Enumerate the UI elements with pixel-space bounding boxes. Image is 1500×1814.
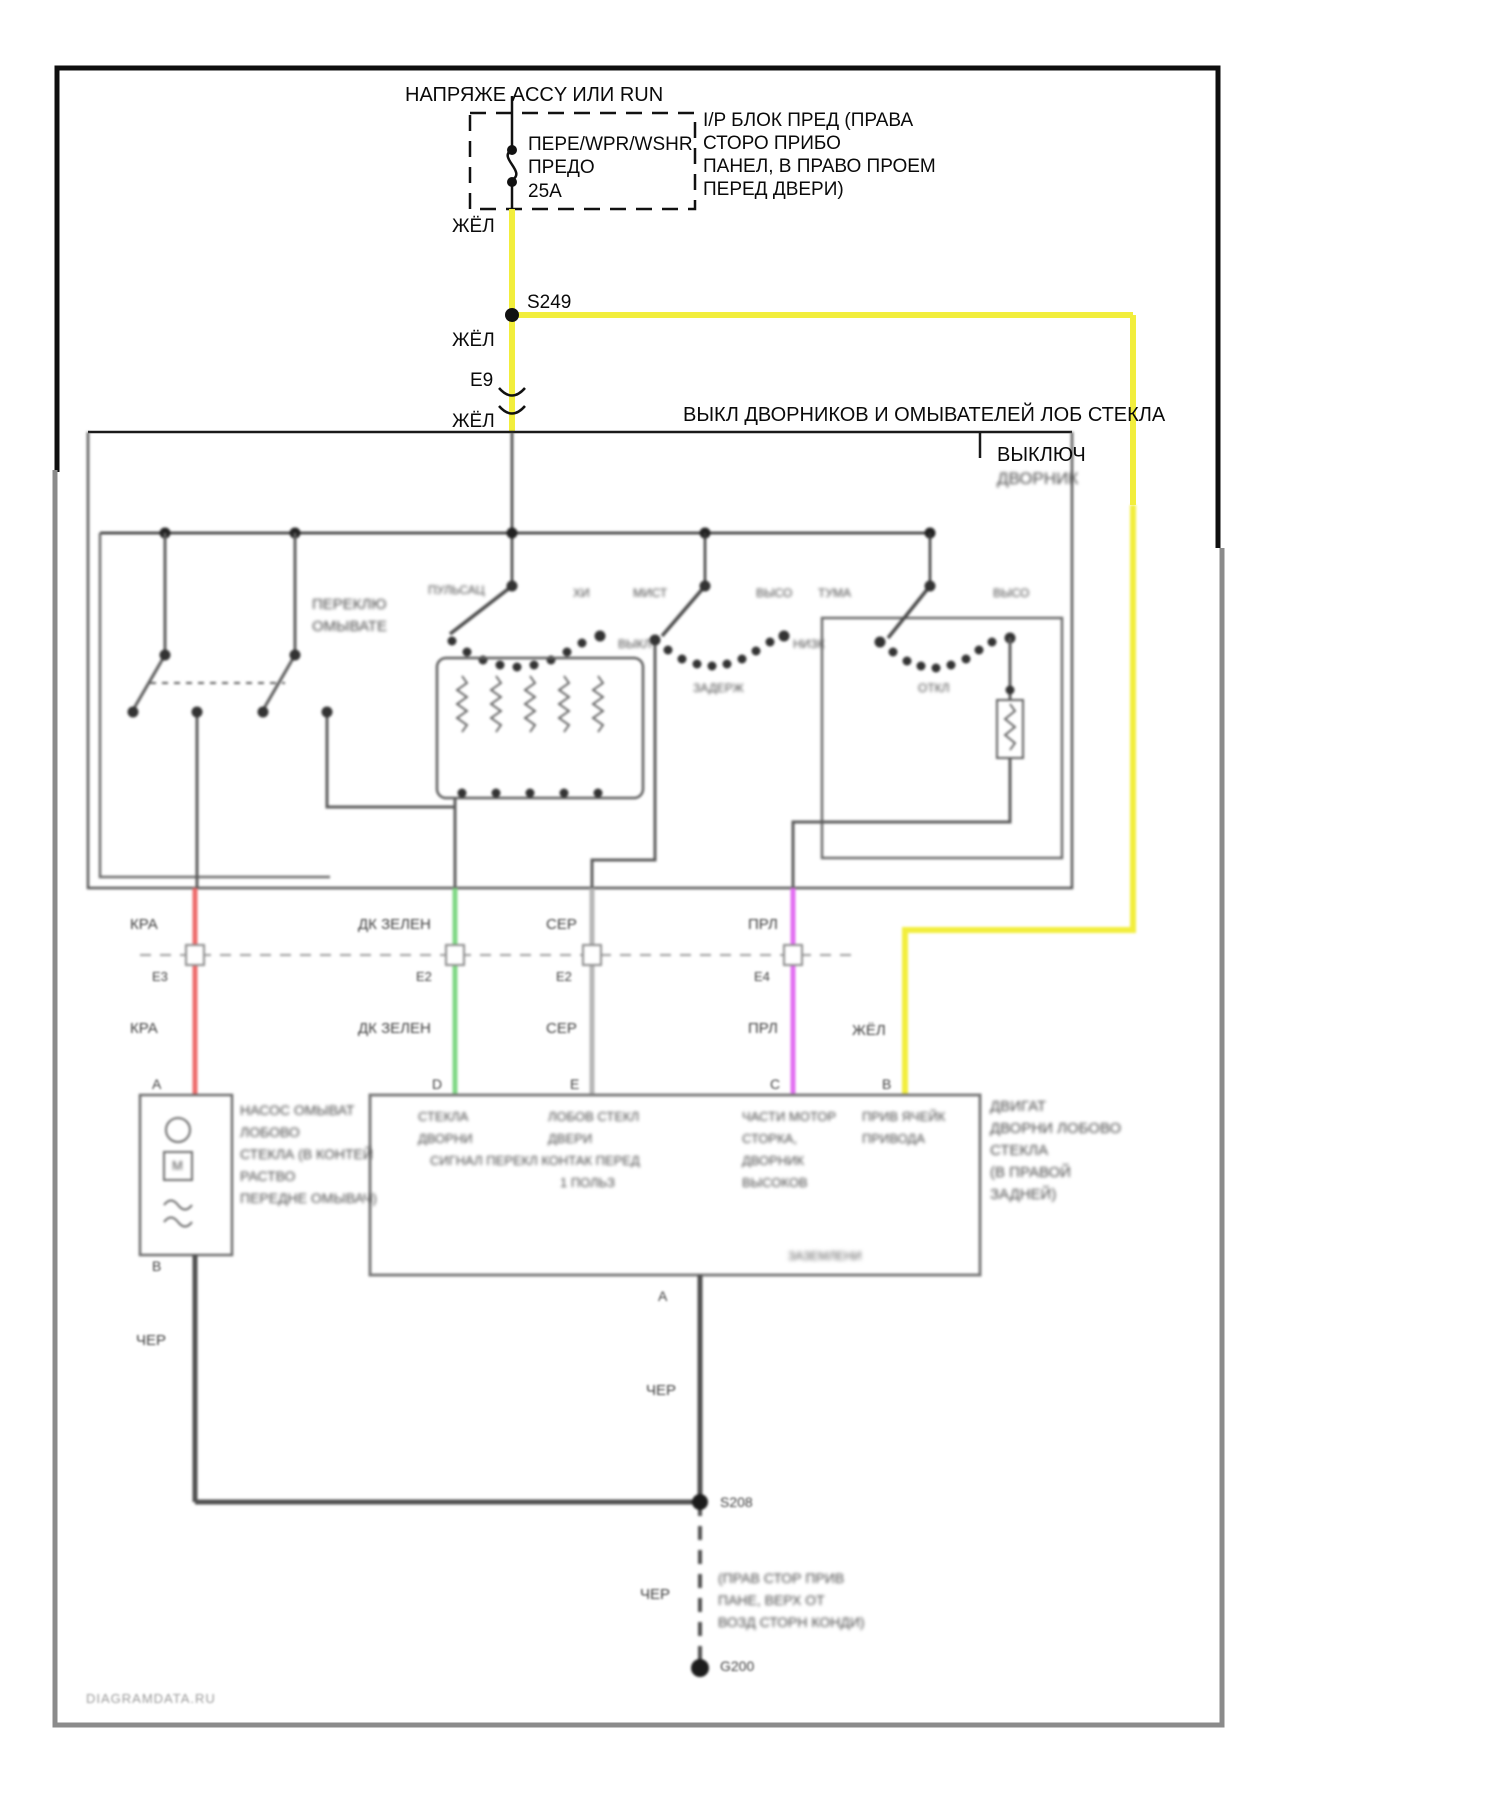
pos-delay1: ЗАДЕРЖ (693, 681, 744, 695)
pos-mist: МИСТ (633, 586, 668, 600)
motor-col3-line2: СТОРКА, (742, 1131, 797, 1146)
pump-label-line4: РАСТВО (240, 1168, 296, 1184)
pos-off2: ОТКЛ (918, 681, 950, 695)
ground-g200-label: G200 (720, 1658, 755, 1674)
fuse-block-line1: I/P БЛОК ПРЕД (ПРАВА (703, 110, 914, 131)
fuse-name-line2: ПРЕДО (528, 157, 595, 178)
wire-label-purple-1: ПРЛ (748, 916, 778, 933)
wire-label-red-1: КРА (130, 916, 158, 933)
wire-label-purple-2: ПРЛ (748, 1020, 778, 1037)
splice-s249-label: S249 (527, 292, 572, 313)
splice-s208-label: S208 (720, 1494, 753, 1510)
ground-g200-dot (691, 1659, 709, 1677)
wire-label-yellow-4: ЖЁЛ (852, 1022, 886, 1039)
motor-col4-line2: ПРИВОДА (862, 1131, 925, 1146)
washer-pump (140, 1095, 232, 1255)
washer-switch (133, 533, 455, 888)
splice-s208-dot (692, 1494, 708, 1510)
motor-col3-line4: ВЫСОКОВ (742, 1175, 808, 1190)
motor-side-line5: ЗАДНЕЙ) (990, 1186, 1057, 1203)
pump-label-line1: НАСОС ОМЫВАТ (240, 1102, 355, 1118)
fuse-terminal-bottom (507, 177, 517, 187)
pin-motor-d: D (432, 1076, 443, 1092)
pin-pump-bottom: B (152, 1258, 162, 1274)
motor-side-line2: ДВОРНИ ЛОБОВО (990, 1120, 1122, 1137)
pos-mist2: ТУМА (818, 586, 851, 600)
pos-pulse: ПУЛЬСАЦ (428, 583, 485, 597)
wiper-delay-switch (437, 581, 643, 889)
motor-side-line1: ДВИГАТ (990, 1098, 1047, 1115)
switch-name-line2: ДВОРНИК (997, 469, 1079, 488)
wire-label-green-1: ДК ЗЕЛЕН (358, 916, 431, 933)
fuse-terminal-top (507, 145, 517, 155)
pos-off1: ВЫКЛ (618, 637, 652, 651)
switch-box-outline (88, 432, 1072, 888)
connector-pin-gray: E2 (556, 969, 572, 984)
switch-name-line1: ВЫКЛЮЧ (997, 444, 1086, 466)
wire-label-red-2: КРА (130, 1020, 158, 1037)
pump-motor-letter: М (172, 1158, 183, 1173)
connector-e9-label: E9 (470, 370, 494, 391)
motor-side-line3: СТЕКЛА (990, 1142, 1049, 1159)
fuse-name-line1: ПЕРЕ/WPR/WSHR (528, 134, 693, 155)
motor-col3-line3: ДВОРНИК (742, 1153, 805, 1168)
washer-switch-label1: ПЕРЕКЛЮ (312, 596, 387, 613)
pump-label-line3: СТЕКЛА (В КОНТЕЙ (240, 1146, 373, 1162)
motor-note: ЗАЗЕМЛЕНИ (788, 1249, 862, 1263)
ground-line2: ПАНЕ, ВЕРХ ОТ (718, 1592, 825, 1608)
wire-label-green-2: ДК ЗЕЛЕН (358, 1020, 431, 1037)
pump-label-line5: ПЕРЕДНЕ ОМЫВАЧ) (240, 1190, 377, 1206)
pos-lo: НИЗК (793, 637, 825, 651)
pos-hi2: ВЫСО (756, 586, 793, 600)
wire-label-black-1: ЧЕР (136, 1332, 167, 1349)
switch-title: ВЫКЛ ДВОРНИКОВ И ОМЫВАТЕЛЕЙ ЛОБ СТЕКЛА (683, 404, 1166, 426)
wire-label-gray-1: СЕР (546, 916, 577, 933)
motor-side-line4: (В ПРАВОЙ (990, 1164, 1071, 1181)
splice-s249-dot (505, 308, 519, 322)
wire-label-gray-2: СЕР (546, 1020, 577, 1037)
connector-pin-purple: E4 (754, 969, 770, 984)
power-title: НАПРЯЖЕ ACCY ИЛИ RUN (405, 84, 664, 106)
fuse-block-line2: СТОРО ПРИБО (703, 133, 841, 154)
pin-motor-c: C (770, 1076, 781, 1092)
motor-col3-line1: ЧАСТИ МОТОР (742, 1109, 836, 1124)
pin-pump-top: A (152, 1076, 162, 1092)
pin-motor-ground: A (658, 1288, 668, 1304)
wire-label-yellow-1: ЖЁЛ (452, 216, 495, 237)
ground-line3: ВОЗД СТОРН КОНДИ) (718, 1614, 865, 1630)
connector-pin-green: E2 (416, 969, 432, 984)
connector-pin-red: E3 (152, 969, 168, 984)
pin-motor-b: B (882, 1076, 892, 1092)
wire-label-yellow-3: ЖЁЛ (452, 411, 495, 432)
motor-row4: 1 ПОЛЬЗ (560, 1175, 615, 1190)
ground-wires (195, 1255, 700, 1665)
ground-line1: (ПРАВ СТОР ПРИВ (718, 1570, 845, 1586)
pos-hi3: ВЫСО (993, 586, 1030, 600)
fuse-rating: 25A (528, 181, 562, 202)
motor-col2-line1: ЛОБОВ СТЕКЛ (548, 1109, 640, 1124)
motor-col1-line1: СТЕКЛА (418, 1109, 469, 1124)
wire-label-black-3: ЧЕР (640, 1586, 671, 1603)
watermark: DIAGRAMDATA.RU (86, 1691, 216, 1706)
wire-label-yellow-2: ЖЁЛ (452, 330, 495, 351)
motor-row3: СИГНАЛ ПЕРЕКЛ КОНТАК ПЕРЕД (430, 1153, 640, 1168)
pump-label-line2: ЛОБОВО (240, 1124, 300, 1140)
washer-switch-label2: ОМЫВАТЕ (312, 618, 387, 635)
motor-col2-line2: ДВЕРИ (548, 1131, 593, 1146)
wire-label-black-2: ЧЕР (646, 1382, 677, 1399)
motor-col1-line2: ДВОРНИ (418, 1131, 473, 1146)
motor-col4-line1: ПРИВ ЯЧЕЙК (862, 1109, 946, 1124)
pin-motor-e: E (570, 1076, 580, 1092)
blurry-circuit-group (88, 432, 1133, 1677)
pos-hi1: ХИ (573, 586, 590, 600)
fuse-block-line3: ПАНЕЛ, В ПРАВО ПРОЕМ (703, 156, 936, 177)
fuse-block-line4: ПЕРЕД ДВЕРИ) (703, 179, 844, 200)
